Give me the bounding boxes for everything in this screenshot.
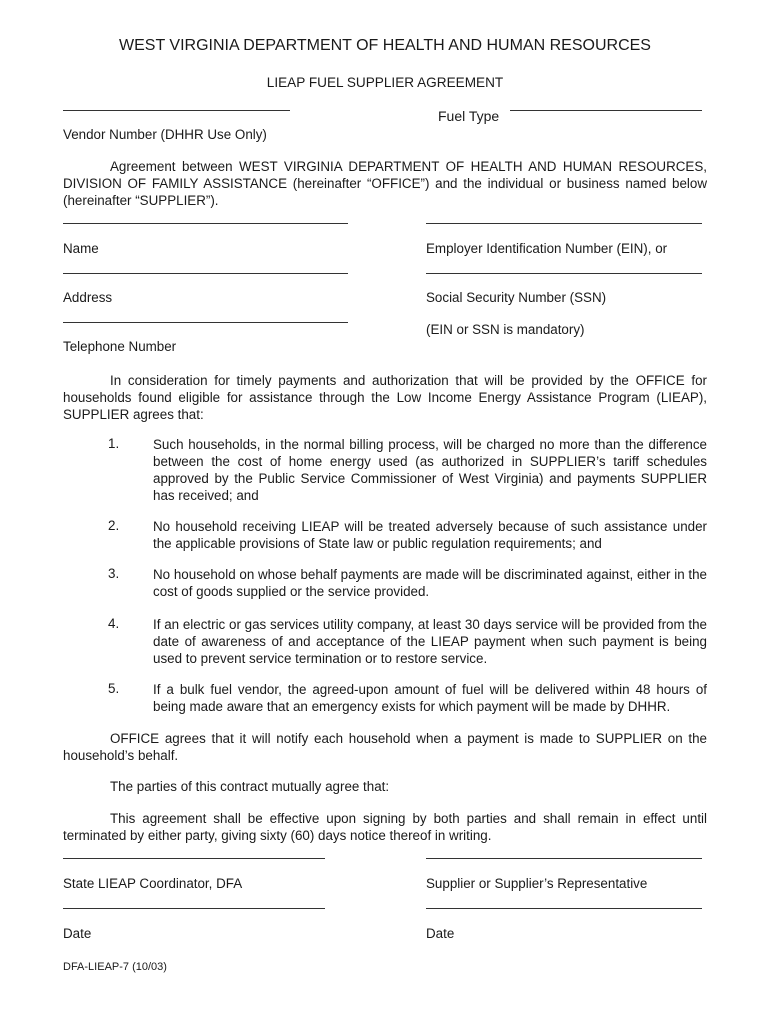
- coordinator-date-label: Date: [63, 926, 92, 941]
- page-title: WEST VIRGINIA DEPARTMENT OF HEALTH AND HUMAN RESOURCES: [119, 37, 651, 54]
- office-notify-paragraph: OFFICE agrees that it will notify each household when a payment is made to SUPPLIER on the household’s behalf.: [63, 731, 707, 763]
- ein-ssn-note: (EIN or SSN is mandatory): [426, 322, 585, 337]
- address-field[interactable]: [63, 273, 348, 274]
- ein-field[interactable]: [426, 223, 702, 224]
- coordinator-signature-field[interactable]: [63, 858, 325, 859]
- list-item: No household receiving LIEAP will be treated adversely because of such assistance under the applicable provisions of State law or public regulation requirements; and: [153, 519, 707, 551]
- item-number: 3.: [108, 566, 120, 581]
- item-number: 1.: [108, 436, 120, 451]
- mutual-agreement-paragraph: The parties of this contract mutually agree that:: [110, 779, 390, 794]
- effective-paragraph: This agreement shall be effective upon signing by both parties and shall remain in effect until terminated by either party, giving sixty (60) days notice thereof in writing.: [63, 811, 707, 843]
- item-number: 2.: [108, 518, 120, 533]
- item-number: 4.: [108, 616, 120, 631]
- supplier-label: Supplier or Supplier’s Representative: [426, 876, 648, 891]
- form-id: DFA-LIEAP-7 (10/03): [63, 961, 167, 973]
- fuel-type-field[interactable]: [510, 110, 702, 111]
- form-subtitle: LIEAP FUEL SUPPLIER AGREEMENT: [266, 75, 504, 90]
- vendor-number-field[interactable]: [63, 110, 290, 111]
- coordinator-label: State LIEAP Coordinator, DFA: [63, 876, 243, 891]
- consideration-paragraph: In consideration for timely payments and authorization that will be provided by the OFFICE for households found eligible for assistance through the Low Income Energy Assistance Program (LIEAP), SUPPLIER agrees that:: [63, 373, 707, 422]
- telephone-field[interactable]: [63, 322, 348, 323]
- name-field[interactable]: [63, 223, 348, 224]
- list-item: If a bulk fuel vendor, the agreed-upon amount of fuel will be delivered within 48 hours of being made aware that an emergency exists for which payment will be made by DHHR.: [153, 682, 707, 714]
- supplier-signature-field[interactable]: [426, 858, 702, 859]
- list-item: If an electric or gas services utility company, at least 30 days service will be provided from the date of awareness of and acceptance of the LIEAP payment when such payment is being used to prevent service termination or to restore service.: [153, 617, 707, 666]
- supplier-date-field[interactable]: [426, 908, 702, 909]
- intro-paragraph: Agreement between WEST VIRGINIA DEPARTMENT OF HEALTH AND HUMAN RESOURCES, DIVISION OF FAMILY ASSISTANCE (hereinafter “OFFICE”) and the individual or business named below (hereinafter “SUPPLIER”).: [63, 159, 707, 208]
- fuel-type-label: Fuel Type: [438, 108, 500, 124]
- vendor-number-label: Vendor Number (DHHR Use Only): [63, 127, 267, 142]
- address-label: Address: [63, 290, 113, 305]
- ssn-label: Social Security Number (SSN): [426, 290, 607, 305]
- telephone-label: Telephone Number: [63, 339, 177, 354]
- coordinator-date-field[interactable]: [63, 908, 325, 909]
- list-item: Such households, in the normal billing process, will be charged no more than the difference between the cost of home energy used (as authorized in SUPPLIER’s tariff schedules approved by the Public Service Commissioner of West Virginia) and payments SUPPLIER has received; and: [153, 437, 707, 503]
- ein-label: Employer Identification Number (EIN), or: [426, 241, 668, 256]
- supplier-date-label: Date: [426, 926, 455, 941]
- item-number: 5.: [108, 681, 120, 696]
- list-item: No household on whose behalf payments are made will be discriminated against, either in the cost of goods supplied or the service provided.: [153, 567, 707, 599]
- name-label: Name: [63, 241, 99, 256]
- ssn-field[interactable]: [426, 273, 702, 274]
